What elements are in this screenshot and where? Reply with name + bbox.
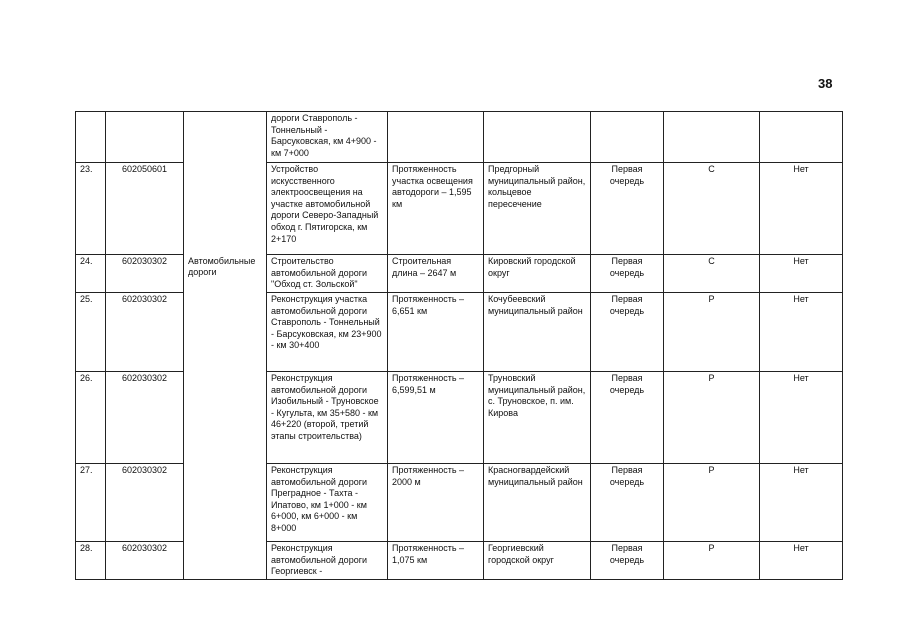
table-row bbox=[76, 293, 843, 372]
table-row bbox=[76, 163, 843, 255]
table-row bbox=[76, 372, 843, 464]
cell-location bbox=[484, 112, 591, 163]
cell-flag: Нет bbox=[760, 372, 843, 464]
cell-name: Реконструкция автомобильной дороги Преградное - Тахта - Ипатово, км 1+000 - км 6+000, км 6+000 - км 8+000 bbox=[267, 464, 388, 542]
cell-code bbox=[106, 112, 184, 163]
cell-stage: Первая очередь bbox=[591, 293, 664, 372]
cell-flag: Нет bbox=[760, 542, 843, 580]
cell-type: Автомобильные дороги bbox=[184, 255, 267, 293]
cell-type bbox=[184, 163, 267, 255]
cell-stage: Первая очередь bbox=[591, 464, 664, 542]
cell-characteristic: Протяженность – 1,075 км bbox=[388, 542, 484, 580]
cell-characteristic: Протяженность – 6,651 км bbox=[388, 293, 484, 372]
cell-num: 23. bbox=[76, 163, 106, 255]
cell-characteristic: Строительная длина – 2647 м bbox=[388, 255, 484, 293]
cell-num: 25. bbox=[76, 293, 106, 372]
table-row bbox=[76, 464, 843, 542]
cell-status: С bbox=[664, 163, 760, 255]
cell-code: 602030302 bbox=[106, 464, 184, 542]
cell-num: 28. bbox=[76, 542, 106, 580]
cell-status: Р bbox=[664, 464, 760, 542]
cell-num: 27. bbox=[76, 464, 106, 542]
cell-name: Строительство автомобильной дороги "Обход ст. Зольской" bbox=[267, 255, 388, 293]
cell-name: Реконструкция автомобильной дороги Изобильный - Труновское - Кугульта, км 35+580 - км 46+220 (второй, третий этапы строительства) bbox=[267, 372, 388, 464]
page-number: 38 bbox=[818, 76, 833, 91]
cell-stage bbox=[591, 112, 664, 163]
cell-name: Реконструкция участка автомобильной дороги Ставрополь - Тоннельный - Барсуковская, км 23+900 - км 30+400 bbox=[267, 293, 388, 372]
cell-name: дороги Ставрополь - Тоннельный - Барсуковская, км 4+900 - км 7+000 bbox=[267, 112, 388, 163]
cell-flag: Нет bbox=[760, 293, 843, 372]
cell-location: Красногвардейский муниципальный район bbox=[484, 464, 591, 542]
cell-location: Предгорный муниципальный район, кольцевое пересечение bbox=[484, 163, 591, 255]
cell-code: 602030302 bbox=[106, 293, 184, 372]
cell-status: Р bbox=[664, 542, 760, 580]
cell-num bbox=[76, 112, 106, 163]
cell-characteristic bbox=[388, 112, 484, 163]
cell-flag: Нет bbox=[760, 464, 843, 542]
objects-table bbox=[75, 111, 843, 580]
cell-characteristic: Протяженность участка освещения автодороги – 1,595 км bbox=[388, 163, 484, 255]
cell-location: Труновский муниципальный район, с. Труновское, п. им. Кирова bbox=[484, 372, 591, 464]
table-row bbox=[76, 542, 843, 580]
cell-flag bbox=[760, 112, 843, 163]
cell-stage: Первая очередь bbox=[591, 372, 664, 464]
cell-type bbox=[184, 112, 267, 163]
cell-code: 602030302 bbox=[106, 255, 184, 293]
cell-type bbox=[184, 464, 267, 542]
cell-status: С bbox=[664, 255, 760, 293]
cell-location: Кировский городской округ bbox=[484, 255, 591, 293]
cell-num: 24. bbox=[76, 255, 106, 293]
cell-location: Георгиевский городской округ bbox=[484, 542, 591, 580]
cell-location: Кочубеевский муниципальный район bbox=[484, 293, 591, 372]
cell-code: 602030302 bbox=[106, 372, 184, 464]
cell-code: 602030302 bbox=[106, 542, 184, 580]
cell-type bbox=[184, 372, 267, 464]
cell-status: Р bbox=[664, 372, 760, 464]
table-row bbox=[76, 255, 843, 293]
cell-code: 602050601 bbox=[106, 163, 184, 255]
cell-flag: Нет bbox=[760, 163, 843, 255]
cell-type bbox=[184, 293, 267, 372]
cell-characteristic: Протяженность – 2000 м bbox=[388, 464, 484, 542]
cell-type bbox=[184, 542, 267, 580]
cell-name: Устройство искусственного электроосвещения на участке автомобильной дороги Северо-Западный обход г. Пятигорска, км 2+170 bbox=[267, 163, 388, 255]
cell-stage: Первая очередь bbox=[591, 542, 664, 580]
cell-characteristic: Протяженность – 6,599,51 м bbox=[388, 372, 484, 464]
cell-flag: Нет bbox=[760, 255, 843, 293]
cell-status: Р bbox=[664, 293, 760, 372]
cell-status bbox=[664, 112, 760, 163]
cell-stage: Первая очередь bbox=[591, 163, 664, 255]
cell-name: Реконструкция автомобильной дороги Георгиевск - bbox=[267, 542, 388, 580]
cell-stage: Первая очередь bbox=[591, 255, 664, 293]
cell-num: 26. bbox=[76, 372, 106, 464]
table-row-continued bbox=[76, 112, 843, 163]
